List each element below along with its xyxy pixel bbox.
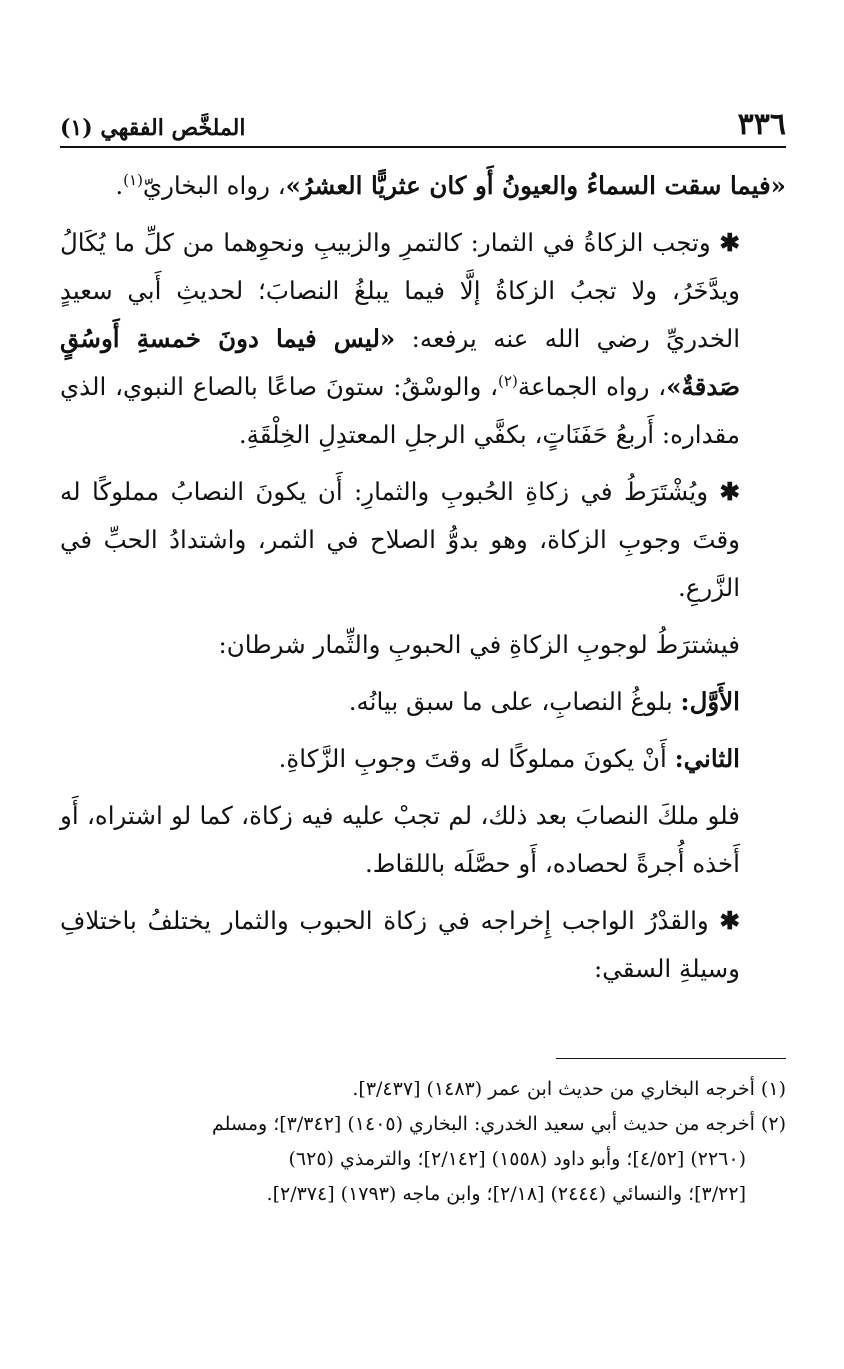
paragraph-1	[60, 162, 786, 210]
footnote-2-line-2: (٢٢٦٠) [٤/٥٢]؛ وأبو داود (١٥٥٨) [٢/١٤٢]؛ والترمذي (٦٢٥)	[288, 1148, 746, 1170]
footnotes	[60, 1072, 786, 1212]
footnote-2-line-3: [٣/٢٢]؛ والنسائي (٢٤٤٤) [٢/١٨]؛ وابن ماجه (١٧٩٣) [٢/٣٧٤].	[266, 1183, 746, 1205]
paragraph-2-text-a: وتجب الزكاةُ في الثمار: كالتمرِ والزبيبِ ونحوِهما من كلِّ ما يُكَالُ ويدَّخَرُ، ولا تجبُ الزكاةُ إلَّا فيما يبلغُ النصابَ؛ لحديثِ أَبي سعيدٍ الخدريِّ رضي الله عنه يرفعه:	[60, 228, 740, 353]
hadith-quote-1: «فيما سقت السماءُ والعيونُ أَو كان عثريًّا العشرُ»	[285, 171, 786, 200]
footnote-ref-1: (١)	[123, 170, 143, 189]
paragraph-1-end: .	[115, 171, 124, 200]
running-title: الملخَّص الفقهي (١)	[60, 115, 246, 141]
main-text	[60, 162, 786, 1002]
bullet-star-icon: ✱	[719, 906, 740, 935]
condition-second-label: الثاني:	[674, 744, 740, 773]
condition-first-text: بلوغُ النصابِ، على ما سبق بيانُه.	[348, 687, 681, 716]
paragraph-8	[60, 897, 786, 993]
footnote-2-line-1: (٢) أخرجه من حديث أبي سعيد الخدري: البخاري (١٤٠٥) [٣/٣٤٢]؛ ومسلم	[211, 1113, 786, 1135]
page-header	[60, 108, 786, 148]
condition-second	[60, 735, 786, 783]
paragraph-2-text-b: ، رواه الجماعة	[517, 372, 667, 401]
page-number: ٣٣٦	[737, 107, 786, 142]
footnote-ref-2: (٢)	[498, 371, 518, 390]
paragraph-2-text-c: ، والوسْقُ: ستونَ صاعًا بالصاع النبوي، الذي مقداره: أَربعُ حَفَنَاتٍ، بكفَّي الرجلِ المعتدِلِ الخِلْقَةِ.	[60, 372, 740, 449]
footnote-1: (١) أخرجه البخاري من حديث ابن عمر (١٤٨٣) [٣/٤٣٧].	[352, 1078, 786, 1100]
bullet-star-icon: ✱	[719, 477, 740, 506]
paragraph-4: فيشترَطُ لوجوبِ الزكاةِ في الحبوبِ والثِّمار شرطان:	[218, 630, 740, 659]
paragraph-3-text: ويُشْتَرَطُ في زكاةِ الحُبوبِ والثمارِ: أَن يكونَ النصابُ مملوكًا له وقتَ وجوبِ الزكاة، وهو بدوُّ الصلاح في الثمر، واشتدادُ الحبِّ في الزَّرعِ.	[60, 477, 740, 602]
condition-first-label: الأَوَّل:	[680, 687, 740, 716]
condition-first	[60, 678, 786, 726]
condition-second-text: أَنْ يكونَ مملوكًا له وقتَ وجوبِ الزَّكاةِ.	[278, 744, 675, 773]
paragraph-8-text: والقدْرُ الواجب إِخراجه في زكاة الحبوب والثمار يختلفُ باختلافِ وسيلةِ السقي:	[60, 906, 740, 983]
paragraph-7: فلو ملكَ النصابَ بعد ذلك، لم تجبْ عليه فيه زكاة، كما لو اشتراه، أَو أَخذه أُجرةً لحصاده، أَو حصَّلَه باللقاط.	[60, 801, 741, 878]
hadith-quote-2: «ليس فيما دونَ خمسةِ أَوسُقٍ صَدقةٌ»	[60, 324, 741, 401]
bullet-star-icon: ✱	[719, 228, 740, 257]
paragraph-2	[60, 219, 786, 459]
footnote-divider	[556, 1058, 786, 1059]
paragraph-3	[60, 468, 786, 612]
paragraph-1-text: ، رواه البخاريّ	[142, 171, 286, 200]
